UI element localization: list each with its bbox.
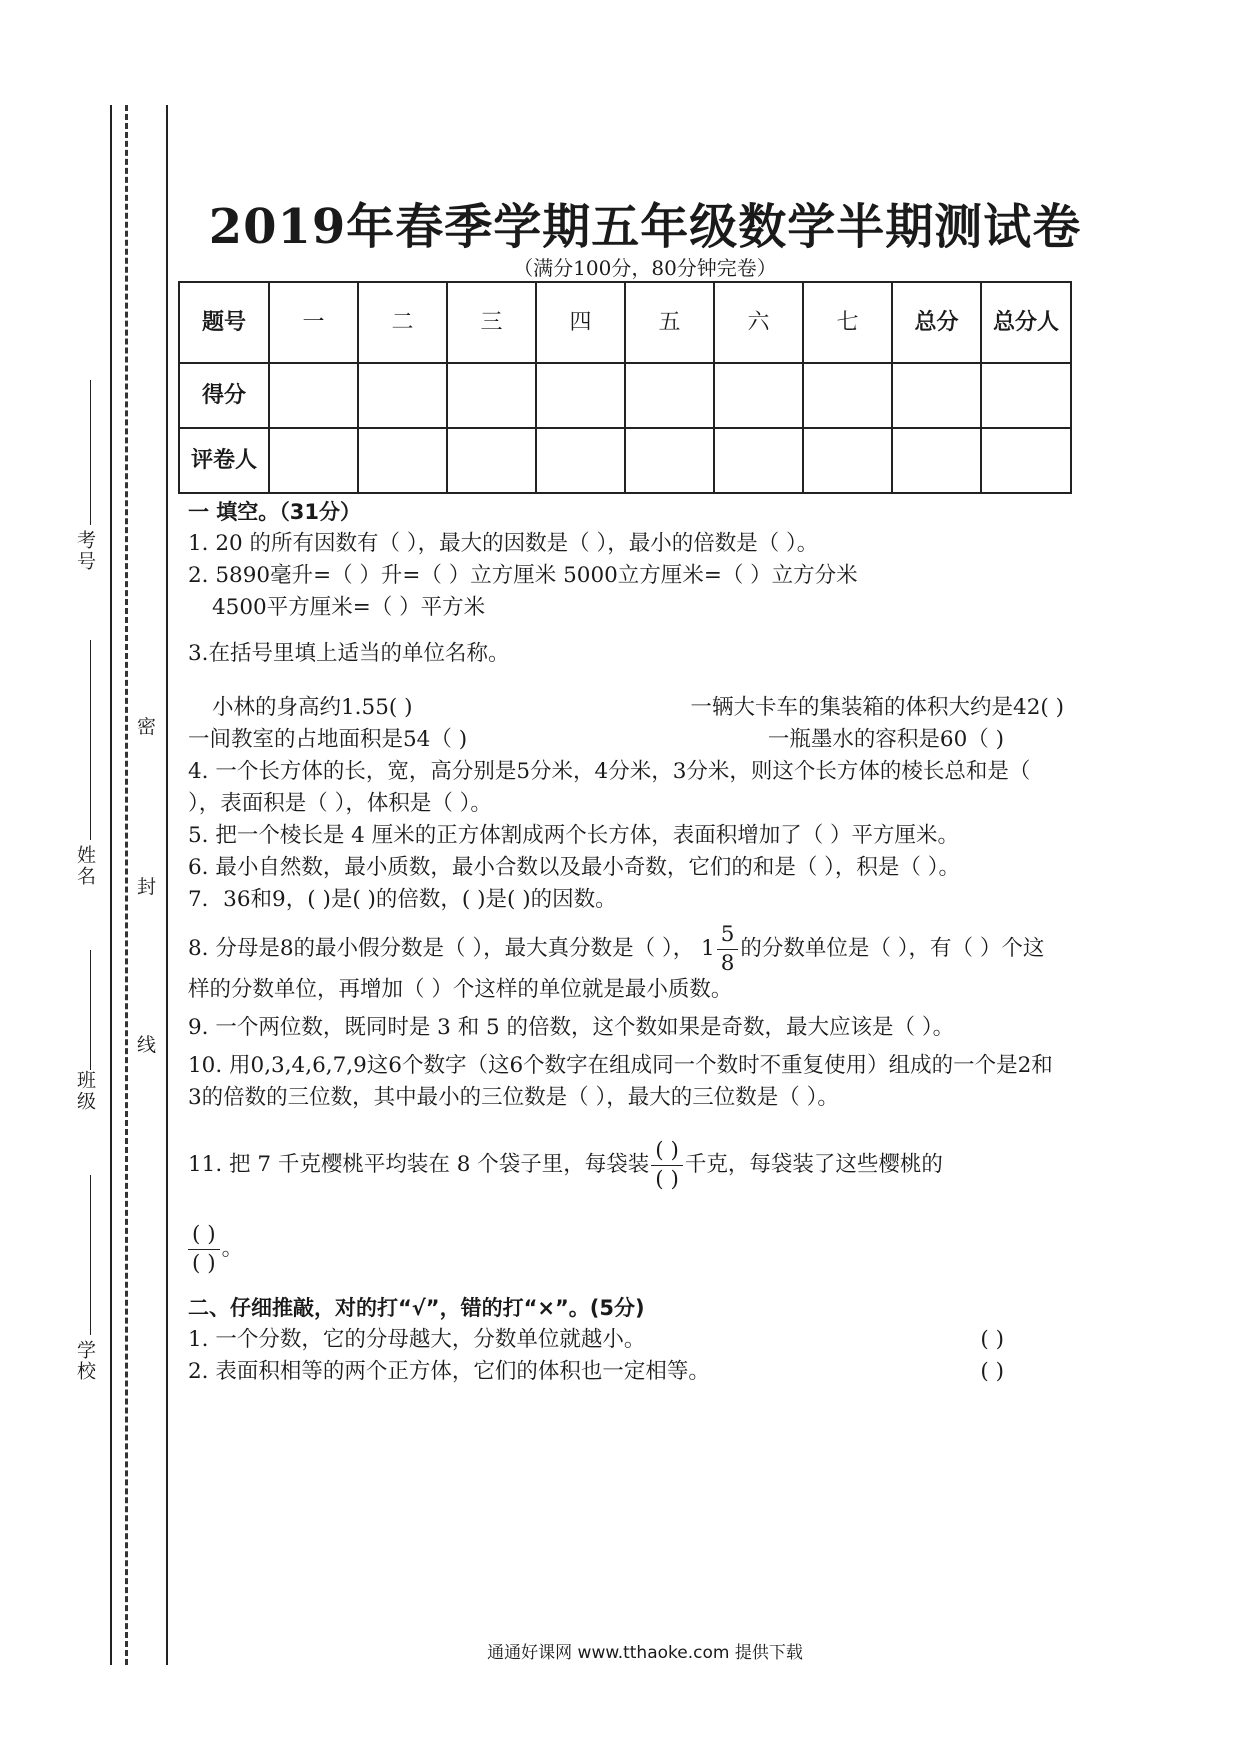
binding-line-right [166,105,168,1665]
grader-cell[interactable] [447,428,536,493]
score-cell[interactable] [625,363,714,428]
exam-content [188,496,1064,1388]
question-11-text-pre: 11. 把 7 千克樱桃平均装在 8 个袋子里，每袋装 [188,1152,650,1177]
question-11 [188,1140,1064,1190]
grader-cell[interactable] [803,428,892,493]
question-3-item-c: 一间教室的占地面积是54（ ) [188,727,468,752]
school-blank-line [90,1175,91,1335]
header-cell: 七 [803,282,892,363]
score-cell[interactable] [447,363,536,428]
header-cell: 五 [625,282,714,363]
answer-fraction-blank[interactable] [188,1224,220,1274]
question-8-text-post: 的分数单位是（ ），有（ ）个这样的分数单位，再增加（ ）个这样的单位就是最小质数。 [188,936,1045,1002]
judge-answer-blank[interactable]: ( ) [980,1359,1004,1384]
header-cell: 三 [447,282,536,363]
header-cell: 题号 [179,282,269,363]
header-cell: 四 [536,282,625,363]
question-2: 2. 5890毫升=（ ）升=（ ）立方厘米 5000立方厘米=（ ）立方分米 [188,563,858,588]
question-3-item-d: 一瓶墨水的容积是60（ ) [767,727,1004,752]
fraction-blank-numerator: ( ) [188,1224,220,1250]
header-cell: 六 [714,282,803,363]
fraction-denominator: 8 [720,950,735,976]
fraction-five-eighths [717,924,739,974]
question-3-item-a: 小林的身高约1.55( ) [212,695,413,720]
seal-char-xian: 线 [137,1034,157,1056]
judge-answer-blank[interactable]: ( ) [980,1327,1004,1352]
question-7: 7．36和9，( )是( )的倍数，( )是( )的因数。 [188,887,617,912]
question-3-item-b: 一辆大卡车的集装箱的体积大约是42( ) [690,695,1064,720]
score-cell[interactable] [269,363,358,428]
binding-dashed-line [125,105,128,1665]
page-title: 2019年春季学期五年级数学半期测试卷 [208,199,1082,255]
grader-cell[interactable] [625,428,714,493]
row-label: 得分 [179,363,269,428]
question-3: 3.在括号里填上适当的单位名称。 [188,641,510,666]
question-4: 4. 一个长方体的长，宽，高分别是5分米，4分米，3分米，则这个长方体的棱长总和是（ ），表面积是（ ），体积是（ ）。 [188,759,1031,816]
grader-cell[interactable] [892,428,981,493]
judge-question-1-text: 1. 一个分数，它的分母越大，分数单位就越小。 [188,1327,646,1352]
score-cell[interactable] [892,363,981,428]
class-label: 班级 [74,1070,96,1112]
question-9: 9. 一个两位数，既同时是 3 和 5 的倍数，这个数如果是奇数，最大应该是（ ）。 [188,1015,955,1040]
school-label: 学校 [74,1340,96,1382]
score-cell[interactable] [536,363,625,428]
grader-cell[interactable] [536,428,625,493]
score-table-header-row [179,282,1071,363]
class-blank-line [90,950,91,1070]
question-11-line-2 [188,1224,1064,1274]
question-3-row-1 [188,692,1064,724]
question-10: 10. 用0,3,4,6,7,9这6个数字（这6个数字在组成同一个数时不重复使用）组成的一个是2和3的倍数的三位数，其中最小的三位数是（ ），最大的三位数是（ ）。 [188,1053,1053,1110]
score-table [178,281,1072,494]
question-2-line-2: 4500平方厘米=（ ）平方米 [212,595,486,620]
question-6: 6. 最小自然数，最小质数，最小合数以及最小奇数，它们的和是（ ），积是（ ）。 [188,855,961,880]
question-8-text-pre: 8. 分母是8的最小假分数是（ ），最大真分数是（ ）， 1 [188,936,715,961]
fraction-blank-denominator: ( ) [192,1250,216,1276]
section-2-title: 二、仔细推敲，对的打“√”，错的打“×”。(5分) [188,1296,645,1320]
judge-question-1 [188,1324,1064,1356]
header-cell: 总分人 [981,282,1071,363]
answer-fraction-blank[interactable] [651,1140,683,1190]
page-footer: 通通好课网 www.tthaoke.com 提供下载 [487,1643,803,1663]
binding-line-left [110,105,112,1665]
exam-number-label: 考号 [74,530,96,572]
question-5: 5. 把一个棱长是 4 厘米的正方体割成两个长方体，表面积增加了（ ）平方厘米。 [188,823,960,848]
judge-question-2-text: 2. 表面积相等的两个正方体，它们的体积也一定相等。 [188,1359,710,1384]
header-cell: 一 [269,282,358,363]
question-3-row-2 [188,724,1064,756]
question-8 [188,924,1064,1006]
page-subtitle: （满分100分，80分钟完卷） [513,256,777,280]
row-label: 评卷人 [179,428,269,493]
score-table-row [179,363,1071,428]
judge-question-2 [188,1356,1064,1388]
header-cell: 二 [358,282,447,363]
score-cell[interactable] [981,363,1071,428]
score-table-row [179,428,1071,493]
section-1-title: 一 填空。（31分） [188,500,362,524]
fraction-numerator: 5 [717,924,739,950]
grader-cell[interactable] [269,428,358,493]
question-11-end: 。 [221,1236,244,1261]
score-cell[interactable] [803,363,892,428]
score-cell[interactable] [714,363,803,428]
score-cell[interactable] [358,363,447,428]
seal-char-feng: 封 [137,876,157,898]
grader-cell[interactable] [981,428,1071,493]
name-label: 姓名 [74,845,96,887]
seal-char-mi: 密 [137,716,157,738]
question-1: 1. 20 的所有因数有（ ），最大的因数是（ ），最小的倍数是（ ）。 [188,531,819,556]
fraction-blank-numerator: ( ) [651,1140,683,1166]
question-11-text-mid: 千克，每袋装了这些樱桃的 [684,1152,943,1177]
grader-cell[interactable] [358,428,447,493]
fraction-blank-denominator: ( ) [655,1166,679,1192]
name-blank-line [90,640,91,840]
exam-number-blank-line [90,380,91,525]
header-cell: 总分 [892,282,981,363]
grader-cell[interactable] [714,428,803,493]
